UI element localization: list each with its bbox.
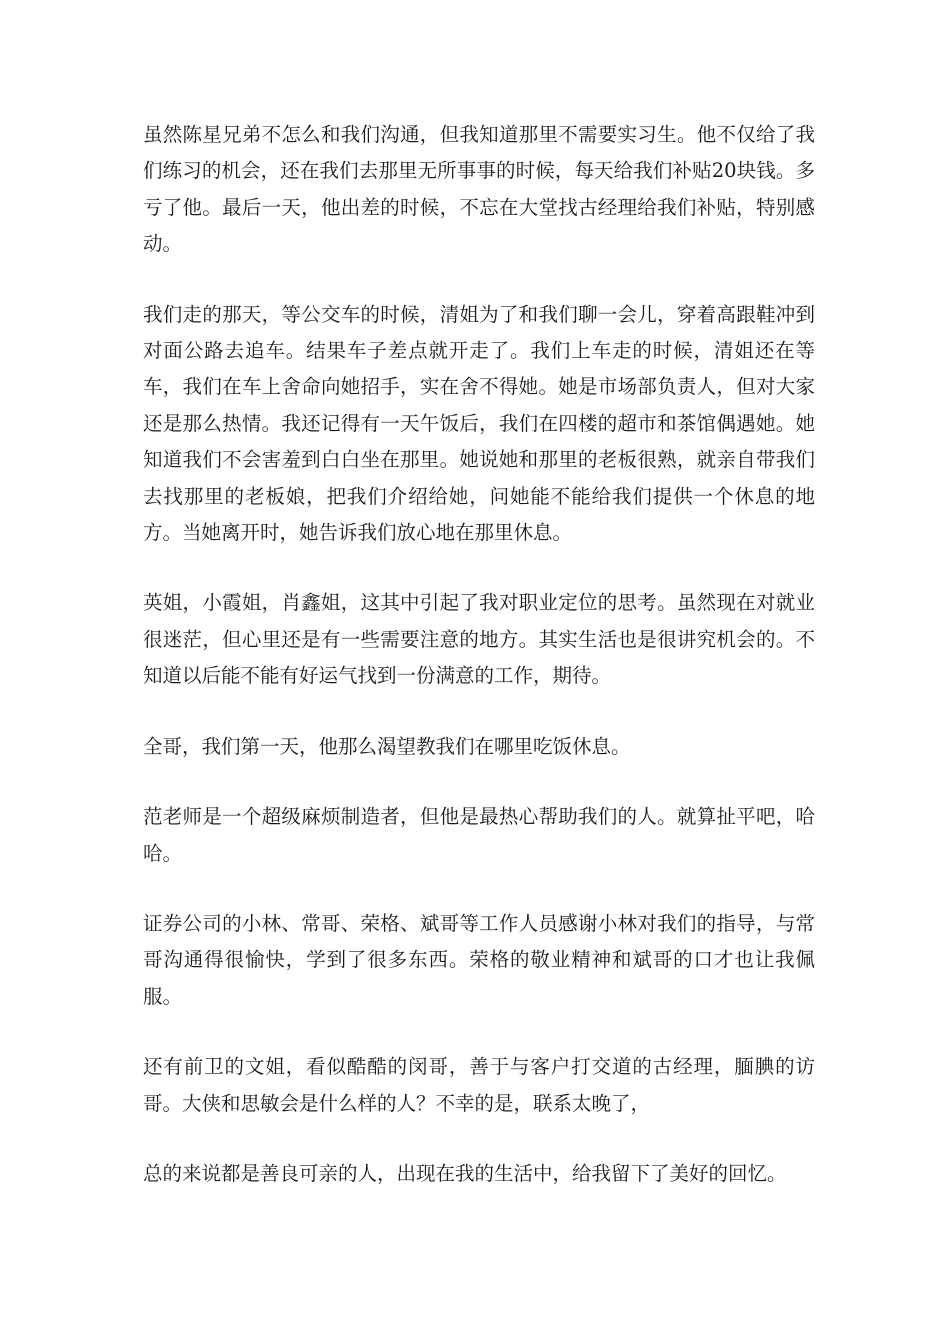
document-body <box>143 117 815 1226</box>
paragraph-7: 还有前卫的文姐，看似酷酷的闵哥，善于与客户打交道的古经理，腼腆的访哥。大侠和思敏会是什么样的人？不幸的是，联系太晚了， <box>143 1055 815 1115</box>
paragraph-1: 虽然陈星兄弟不怎么和我们沟通，但我知道那里不需要实习生。他不仅给了我们练习的机会，还在我们去那里无所事事的时候，每天给我们补贴20块钱。多亏了他。最后一天，他出差的时候，不忘在大堂找古经理给我们补贴，特别感动。 <box>143 123 815 256</box>
paragraph-2: 我们走的那天，等公交车的时候，清姐为了和我们聊一会儿，穿着高跟鞋冲到对面公路去追车。结果车子差点就开走了。我们上车走的时候，清姐还在等车，我们在车上舍命向她招手，实在舍不得她。她是市场部负责人，但对大家还是那么热情。我还记得有一天午饭后，我们在四楼的超市和茶馆偶遇她。她知道我们不会害羞到白白坐在那里。她说她和那里的老板很熟，就亲自带我们去找那里的老板娘，把我们介绍给她，问她能不能给我们提供一个休息的地方。当她离开时，她告诉我们放心地在那里休息。 <box>143 302 815 545</box>
paragraph-5: 范老师是一个超级麻烦制造者，但他是最热心帮助我们的人。就算扯平吧，哈哈。 <box>143 805 815 865</box>
paragraph-6: 证券公司的小林、常哥、荣格、斌哥等工作人员感谢小林对我们的指导，与常哥沟通得很愉快，学到了很多东西。荣格的敬业精神和斌哥的口才也让我佩服。 <box>143 911 815 1008</box>
paragraph-3: 英姐，小霞姐，肖鑫姐，这其中引起了我对职业定位的思考。虽然现在对就业很迷茫，但心里还是有一些需要注意的地方。其实生活也是很讲究机会的。不知道以后能不能有好运气找到一份满意的工作，期待。 <box>143 591 815 688</box>
paragraph-4: 全哥，我们第一天，他那么渴望教我们在哪里吃饭休息。 <box>143 734 631 758</box>
paragraph-8: 总的来说都是善良可亲的人，出现在我的生活中，给我留下了美好的回忆。 <box>143 1161 787 1185</box>
